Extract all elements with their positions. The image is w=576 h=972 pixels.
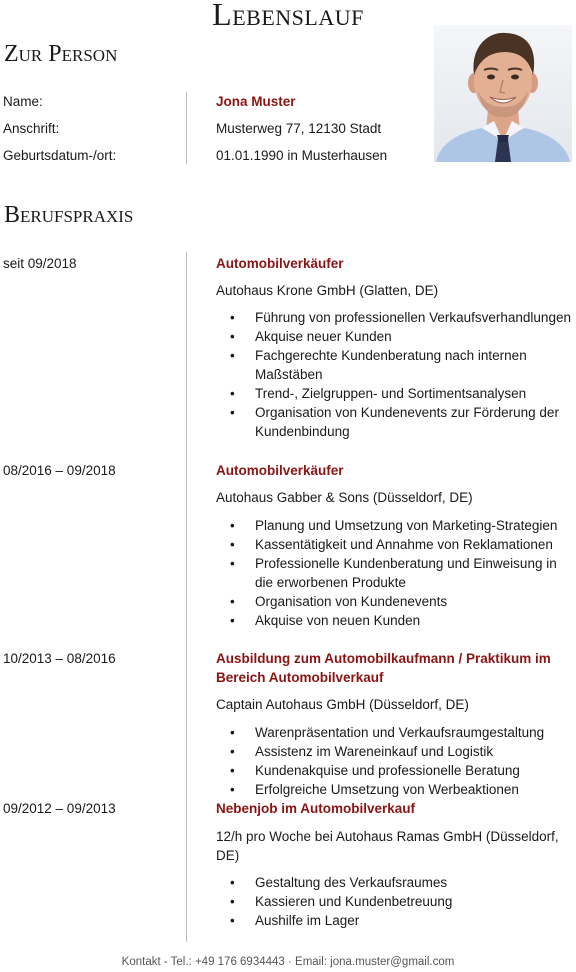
duty-text: Kassentätigkeit und Annahme von Reklamationen bbox=[255, 537, 553, 552]
bullet-icon: • bbox=[230, 537, 235, 552]
list-item bbox=[216, 535, 572, 554]
list-item bbox=[216, 911, 572, 930]
job-period: seit 09/2018 bbox=[3, 256, 77, 271]
page-title: Lebenslauf bbox=[212, 0, 364, 32]
experience-divider bbox=[186, 252, 187, 942]
job-company: Autohaus Gabber & Sons (Düsseldorf, DE) bbox=[216, 490, 473, 505]
list-item bbox=[216, 403, 572, 441]
duty-text: Führung von professionellen Verkaufsverhandlungen bbox=[255, 310, 571, 325]
bullet-icon: • bbox=[230, 348, 235, 363]
job-duties bbox=[216, 308, 572, 441]
job-company: 12/h pro Woche bei Autohaus Ramas GmbH (Düsseldorf, DE) bbox=[216, 829, 559, 863]
list-item bbox=[216, 516, 572, 535]
list-item bbox=[216, 308, 572, 327]
bullet-icon: • bbox=[230, 763, 235, 778]
bullet-icon: • bbox=[230, 386, 235, 401]
list-item bbox=[216, 592, 572, 611]
bullet-icon: • bbox=[230, 725, 235, 740]
list-item bbox=[216, 384, 572, 403]
job-period: 10/2013 – 08/2016 bbox=[3, 651, 116, 666]
bullet-icon: • bbox=[230, 894, 235, 909]
list-item bbox=[216, 892, 572, 911]
profile-photo bbox=[434, 25, 572, 162]
duty-text: Kassieren und Kundenbetreuung bbox=[255, 894, 453, 909]
duty-text: Akquise neuer Kunden bbox=[255, 329, 392, 344]
duty-text: Trend-, Zielgruppen- und Sortimentsanalysen bbox=[255, 386, 527, 401]
list-item bbox=[216, 742, 572, 761]
footer-contact: Kontakt - Tel.: +49 176 6934443 · Email: jona.muster@gmail.com bbox=[121, 956, 455, 968]
bullet-icon: • bbox=[230, 782, 235, 797]
address-label: Anschrift: bbox=[3, 121, 60, 136]
job-title: Automobilverkäufer bbox=[216, 256, 344, 271]
duty-text: Organisation von Kundenevents zur Förderung der Kundenbindung bbox=[255, 405, 559, 439]
duty-text: Gestaltung des Verkaufsraumes bbox=[255, 875, 448, 890]
job-duties bbox=[216, 873, 572, 930]
bullet-icon: • bbox=[230, 518, 235, 533]
bullet-icon: • bbox=[230, 329, 235, 344]
person-address: Musterweg 77, 12130 Stadt bbox=[216, 121, 382, 136]
birth-label: Geburtsdatum-/ort: bbox=[3, 148, 117, 163]
job-duties bbox=[216, 723, 572, 799]
duty-text: Fachgerechte Kundenberatung nach internen Maßstäben bbox=[255, 348, 527, 382]
person-name: Jona Muster bbox=[216, 94, 296, 109]
job-duties bbox=[216, 516, 572, 630]
list-item bbox=[216, 780, 572, 799]
section-title-person: Zur Person bbox=[4, 41, 118, 67]
bullet-icon: • bbox=[230, 913, 235, 928]
duty-text: Organisation von Kundenevents bbox=[255, 594, 448, 609]
section-title-experience: Berufspraxis bbox=[4, 202, 134, 228]
job-period: 09/2012 – 09/2013 bbox=[3, 801, 116, 816]
list-item bbox=[216, 723, 572, 742]
job-title: Nebenjob im Automobilverkauf bbox=[216, 801, 416, 816]
duty-text: Akquise von neuen Kunden bbox=[255, 613, 421, 628]
job-title: Ausbildung zum Automobilkaufmann / Praktikum im Bereich Automobilverkauf bbox=[216, 651, 551, 685]
list-item bbox=[216, 554, 572, 592]
duty-text: Assistenz im Wareneinkauf und Logistik bbox=[255, 744, 494, 759]
list-item bbox=[216, 761, 572, 780]
job-company: Autohaus Krone GmbH (Glatten, DE) bbox=[216, 283, 439, 298]
duty-text: Warenpräsentation und Verkaufsraumgestaltung bbox=[255, 725, 545, 740]
duty-text: Professionelle Kundenberatung und Einweisung in die erworbenen Produkte bbox=[255, 556, 557, 590]
list-item bbox=[216, 346, 572, 384]
portrait-image bbox=[434, 25, 572, 162]
bullet-icon: • bbox=[230, 556, 235, 571]
duty-text: Planung und Umsetzung von Marketing-Strategien bbox=[255, 518, 558, 533]
job-title: Automobilverkäufer bbox=[216, 463, 344, 478]
bullet-icon: • bbox=[230, 744, 235, 759]
bullet-icon: • bbox=[230, 613, 235, 628]
list-item bbox=[216, 873, 572, 892]
bullet-icon: • bbox=[230, 875, 235, 890]
duty-text: Aushilfe im Lager bbox=[255, 913, 360, 928]
list-item bbox=[216, 611, 572, 630]
person-birth: 01.01.1990 in Musterhausen bbox=[216, 148, 388, 163]
job-company: Captain Autohaus GmbH (Düsseldorf, DE) bbox=[216, 697, 469, 712]
bullet-icon: • bbox=[230, 310, 235, 325]
duty-text: Kundenakquise und professionelle Beratung bbox=[255, 763, 520, 778]
bullet-icon: • bbox=[230, 405, 235, 420]
job-period: 08/2016 – 09/2018 bbox=[3, 463, 116, 478]
name-label: Name: bbox=[3, 94, 43, 109]
person-divider bbox=[186, 92, 187, 164]
duty-text: Erfolgreiche Umsetzung von Werbeaktionen bbox=[255, 782, 519, 797]
list-item bbox=[216, 327, 572, 346]
bullet-icon: • bbox=[230, 594, 235, 609]
